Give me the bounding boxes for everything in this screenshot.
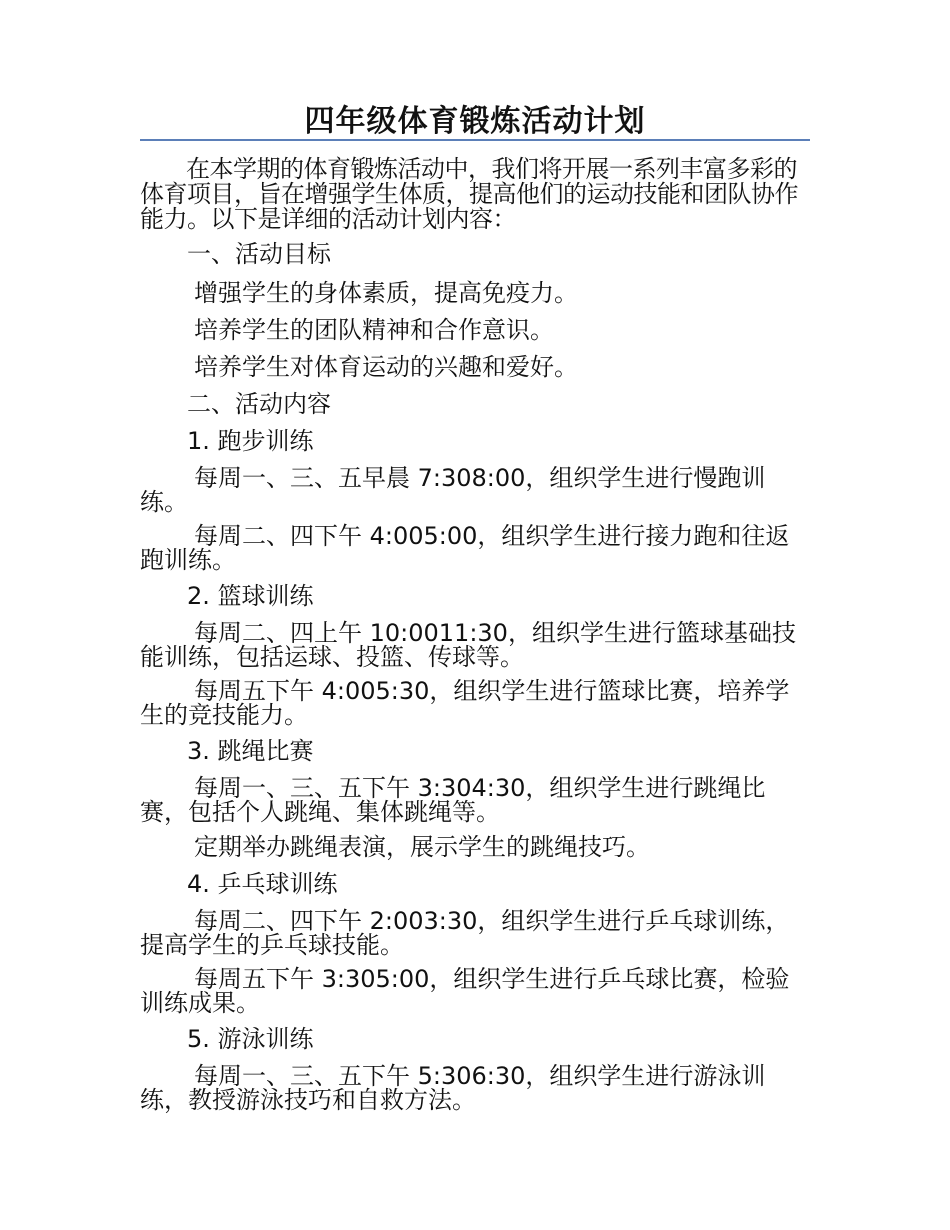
subheading-jumprope: 3. 跳绳比赛: [187, 737, 314, 765]
paragraph-line: 跑训练。: [140, 546, 236, 574]
subheading-basketball: 2. 篮球训练: [187, 582, 314, 610]
intro-paragraph: 在本学期的体育锻炼活动中，我们将开展一系列丰富多彩的体育项目，旨在增强学生体质，提高他们的运动技能和团队协作能力。以下是详细的活动计划内容：: [140, 155, 798, 233]
paragraph-line: 每周一、三、五下午 5:306:30，组织学生进行游泳训: [194, 1062, 766, 1090]
paragraph-basketball-2: [140, 679, 800, 727]
paragraph-running-1: [140, 466, 800, 514]
paragraph-pingpong-1: [140, 909, 800, 957]
paragraph-swimming-1: [140, 1064, 800, 1112]
paragraph-line: 每周五下午 4:005:30，组织学生进行篮球比赛，培养学: [194, 677, 790, 705]
paragraph-line: 每周一、三、五下午 3:304:30，组织学生进行跳绳比: [194, 774, 766, 802]
paragraph-line: 生的竞技能力。: [140, 701, 308, 729]
paragraph-line: 提高学生的乒乓球技能。: [140, 931, 404, 959]
paragraph-line: 练，教授游泳技巧和自救方法。: [140, 1086, 476, 1114]
paragraph-line: 每周二、四上午 10:0011:30，组织学生进行篮球基础技: [194, 619, 796, 647]
paragraph-line: 每周一、三、五早晨 7:308:00，组织学生进行慢跑训: [194, 464, 766, 492]
document-title: 四年级体育锻炼活动计划: [304, 104, 646, 139]
subheading-swimming: 5. 游泳训练: [187, 1025, 314, 1053]
section-heading-goals: 一、活动目标: [187, 240, 331, 268]
subheading-pingpong: 4. 乒乓球训练: [187, 870, 338, 898]
paragraph-running-2: [140, 524, 800, 572]
paragraph-line: 每周五下午 3:305:00，组织学生进行乒乓球比赛，检验: [194, 965, 790, 993]
paragraph-line: 每周二、四下午 4:005:00，组织学生进行接力跑和往返: [194, 522, 790, 550]
paragraph-line: 练。: [140, 488, 188, 516]
goal-item: 培养学生的团队精神和合作意识。: [194, 316, 554, 344]
title-underline: [140, 139, 810, 141]
paragraph-line: 能训练，包括运球、投篮、传球等。: [140, 643, 524, 671]
paragraph-line: 每周二、四下午 2:003:30，组织学生进行乒乓球训练，: [194, 907, 790, 935]
goal-item: 增强学生的身体素质，提高免疫力。: [194, 279, 578, 307]
subheading-running: 1. 跑步训练: [187, 427, 314, 455]
paragraph-jumprope-2: 定期举办跳绳表演，展示学生的跳绳技巧。: [194, 833, 650, 861]
goal-item: 培养学生对体育运动的兴趣和爱好。: [194, 353, 578, 381]
paragraph-basketball-1: [140, 621, 800, 669]
paragraph-line: 训练成果。: [140, 989, 260, 1017]
paragraph-pingpong-2: [140, 967, 800, 1015]
paragraph-line: 赛，包括个人跳绳、集体跳绳等。: [140, 798, 500, 826]
paragraph-jumprope-1: [140, 776, 800, 824]
section-heading-content: 二、活动内容: [187, 390, 331, 418]
